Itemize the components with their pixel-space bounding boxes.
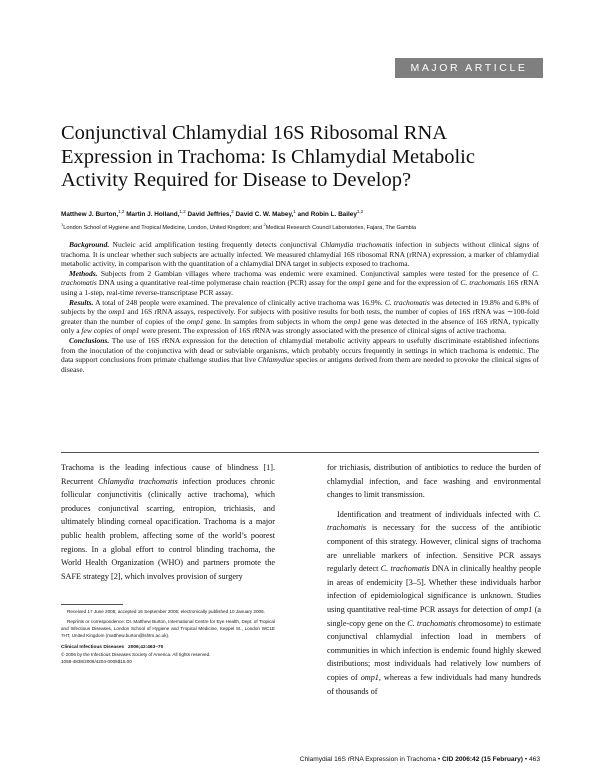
affil-marker: 2: [263, 222, 266, 227]
running-title: Chlamydial 16S rRNA Expression in Trachoma: [299, 756, 437, 763]
section-label: Results.: [69, 297, 94, 307]
abstract-results: Results. A total of 248 people were examined. The prevalence of clinically active trachoma was 16.9%. C. trachomatis was detected in 19.8% and 6.8% of subjects by the omp1 and 16S rRNA assays, respectively. For subjects with positive results for both tests, the number of copies of 16S rRNA was ∼100-fold greater than the number of copies of the omp1 gene. In samples from subjects in whom the omp1 gene was detected in the absence of 16S rRNA, typically only a few copies of omp1 were present. The expression of 16S rRNA was strongly associated with the presence of clinical signs of active trachoma.: [61, 297, 540, 336]
issn: 1058-4838/2006/4204-0005$15.00: [61, 659, 132, 664]
author-affil-ref: 1,2: [356, 209, 364, 214]
abstract-divider: [61, 452, 539, 453]
body-paragraph: Identification and treatment of individuals infected with C. trachomatis is necessary for the success of the antibiotic component of this strategy. However, clinical signs of trachoma are unreliable markers of infection. Sensitive PCR assays regularly detect C. trachomatis DNA in clinically healthy people in areas of endemicity [3–5]. Whether these individuals harbor infection of epidemiological significance is unknown. Studies using quantitative real-time PCR assays for detection of omp1 (a single-copy gene on the C. trachomatis chromosome) to estimate conjunctival chlamydial infection load in members of communities in which infection is endemic found highly skewed distributions; most individuals had relatively low numbers of copies of omp1, whereas a few individuals had many hundreds of thousands of: [327, 509, 541, 696]
abstract-conclusions: Conclusions. The use of 16S rRNA expression for the detection of chlamydial metabolic activity appears to usefully discriminate established infections from the inoculation of the conjunctiva with dead or subviable organisms, which probably occurs frequently in settings in which trachoma is endemic. The data support conclusions from primate challenge studies that live Chlamydiae species or antigens derived from them are needed to provoke the clinical signs of disease.: [61, 335, 539, 374]
body-column-left: [61, 461, 275, 583]
article-type-banner: MAJOR ARTICLE: [395, 58, 543, 78]
affil-marker: 1: [61, 222, 64, 227]
body-column-right: [327, 461, 541, 698]
received-dates: Received 17 June 2005; accepted 16 September 2005; electronically published 10 January 2006.: [67, 609, 265, 614]
running-footer: Chlamydial 16S rRNA Expression in Trachoma • CID 2006:42 (15 February) • 463: [299, 756, 540, 763]
author-affil-ref: 1,2: [179, 209, 186, 214]
author-name: Matthew J. Burton,: [61, 211, 119, 219]
author-list: [61, 209, 363, 218]
page-number: 463: [528, 756, 540, 763]
author-name: and Robin L. Bailey: [297, 211, 357, 219]
running-journal: CID 2006:42 (15 February): [442, 756, 523, 763]
affil-text: London School of Hygiene and Tropical Medicine, London, United Kingdom; and: [63, 224, 264, 231]
body-paragraph: Trachoma is the leading infectious cause of blindness [1]. Recurrent Chlamydia trachomatis infection produces chronic follicular conjunctivitis (clinically active trachoma), which produces conjunctival scarring, entropion, trichiasis, and ultimately blinding corneal opacification. Trachoma is a major public health problem, affecting some of the world’s poorest regions. In a global effort to control blinding trachoma, the World Health Organization (WHO) and partners promote the SAFE strategy [2], which involves provision of surgery: [61, 463, 275, 581]
affil-text: Medical Research Council Laboratories, Fajara, The Gambia: [265, 224, 417, 231]
footnotes: [61, 608, 275, 665]
author-affil-ref: 1: [293, 209, 296, 214]
author-name: David C. W. Mabey,: [235, 211, 294, 219]
correspondence: Reprints or correspondence: Dr. Matthew Burton, International Centre for Eye Health, Dept. of Tropical and Infectious Diseases, London School of Hygiene and Tropical Medicine, Keppel St., London WC1E 7HT, United Kingdom (matthew.burton@lshtm.ac.uk).: [61, 619, 275, 638]
copyright: © 2006 by the Infectious Diseases Society of America. All rights reserved.: [61, 652, 211, 657]
section-label: Methods.: [69, 268, 98, 278]
title-line: Expression in Trachoma: Is Chlamydial Metabolic: [61, 145, 475, 168]
title-line: Conjunctival Chlamydial 16S Ribosomal RNA: [61, 122, 448, 144]
section-label: Background.: [69, 240, 110, 249]
footnote-divider: [61, 604, 123, 605]
author-name: Martin J. Holland,: [126, 211, 180, 219]
affiliations: [61, 222, 416, 231]
author-affil-ref: 1,2: [118, 209, 125, 214]
journal-citation: Clinical Infectious Diseases 2006;42:463–70: [61, 645, 164, 650]
abstract-methods: Methods. Subjects from 2 Gambian villages where trachoma was endemic were examined. Conjunctival samples were tested for the presence of C. trachomatis DNA using a quantitative real-time polymerase chain reaction (PCR) assay for the omp1 gene and for the expression of C. trachomatis 16S rRNA using a 1-step, real-time reverse-transcriptase PCR assay.: [61, 268, 539, 297]
author-name: David Jeffries,: [187, 211, 232, 219]
article-title: [61, 122, 531, 193]
abstract-background: Background. Nucleic acid amplification testing frequently detects conjunctival Chlamydia trachomatis infection in subjects without clinical signs of trachoma. It is unclear whether such subjects are actually infected. We measured chlamydial 16S ribosomal RNA (rRNA) expression, a marker of chlamydial metabolic activity, in comparison with the quantitation of a chlamydial DNA target in subjects exposed to trachoma.: [61, 240, 540, 269]
body-paragraph: for trichiasis, distribution of antibiotics to reduce the burden of chlamydial infection, and face washing and environmental changes to limit transmission.: [327, 463, 541, 500]
title-line: Activity Required for Disease to Develop?: [61, 169, 412, 191]
abstract: [61, 240, 539, 374]
section-label: Conclusions.: [69, 335, 110, 345]
author-affil-ref: 2: [231, 209, 234, 214]
